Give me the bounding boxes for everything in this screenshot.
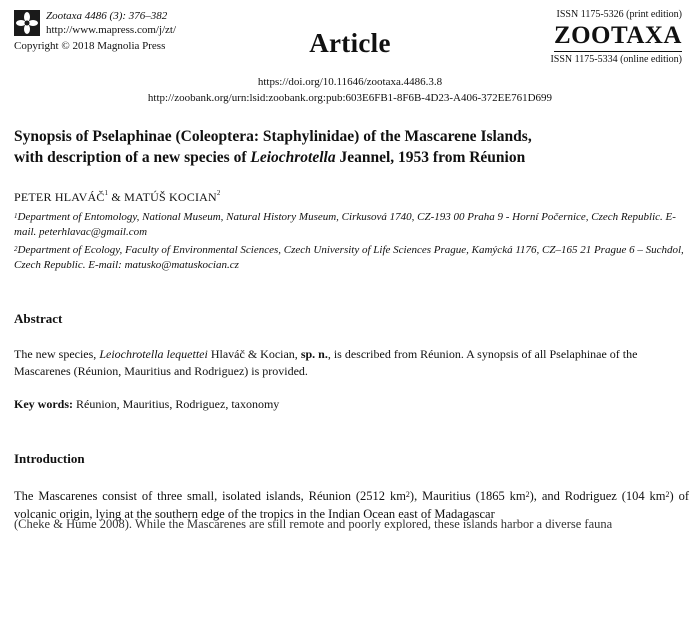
species-name: Leiochrotella lequettei: [99, 347, 208, 361]
copyright: Copyright © 2018 Magnolia Press: [14, 40, 166, 52]
issn-online: ISSN 1175-5334 (online edition): [550, 54, 682, 65]
abstract-heading: Abstract: [14, 311, 63, 326]
title-genus: Leiochrotella: [250, 149, 336, 166]
introduction-cut-line: (Cheke & Hume 2008). While the Mascarenes are still remote and poorly explored, these islands harbor a diverse fauna: [14, 517, 613, 531]
affiliation-1: $^1$Department of Entomology, National Museum, Natural History Museum, Cirkusová 1740, CZ-193 00 Praha 9 - Horní Počernice, Czech Republic. E-mail. peterhlavac@gmail.com: [14, 211, 676, 238]
introduction-heading: Introduction: [14, 451, 85, 466]
article-label: Article: [309, 28, 391, 58]
keywords-label: Key words:: [14, 397, 73, 411]
author-1: PETER HLAVÁČ: [14, 190, 105, 204]
issn-block: [550, 9, 682, 66]
paper-title: [14, 126, 689, 168]
author-2: MATÚŠ KOCIAN: [124, 190, 217, 204]
title-line-1: Synopsis of Pselaphinae (Coleoptera: Staphylinidae) of the Mascarene Islands,: [14, 128, 532, 145]
authors: PETER HLAVÁČ$^1$ & MATÚŠ KOCIAN$^2$: [14, 189, 221, 204]
zoobank-link[interactable]: http://zoobank.org/urn:lsid:zoobank.org:pub:603E6FB1-8F6B-4D23-A406-372EE761D699: [147, 92, 553, 104]
journal-url[interactable]: http://www.mapress.com/j/zt/: [46, 24, 177, 36]
journal-name: ZOOTAXA: [554, 22, 682, 52]
introduction-text: The Mascarenes consist of three small, isolated islands, Réunion (2512 $km^2$), Mauritius (1865 $km^2$), and Rodriguez (104 $km^2$) of volcanic origin, lying at the southern edge of the tropics in the Indian Ocean east of Madagascar: [14, 489, 689, 521]
title-line-2: with description of a new species of Leiochrotella Jeannel, 1953 from Réunion: [14, 149, 526, 166]
affiliation-2: $^2$Department of Ecology, Faculty of Environmental Sciences, Czech University of Life Sciences Prague, Kamýcká 1176, CZ–165 21 Prague 6 – Suchdol, Czech Republic. E-mail: matusko@matuskocian.cz: [14, 244, 684, 271]
doi-link[interactable]: https://doi.org/10.11646/zootaxa.4486.3.8: [257, 76, 443, 88]
issn-print: ISSN 1175-5326 (print edition): [556, 9, 682, 20]
abstract-text: The new species, Leiochrotella lequettei Hlaváč & Kocian, sp. n., is described from Réunion. A synopsis of all Pselaphinae of the Mascarenes (Réunion, Mauritius and Rodriguez) is provided.: [14, 347, 638, 378]
keywords: Key words: Réunion, Mauritius, Rodriguez, taxonomy: [14, 397, 280, 411]
journal-line: Zootaxa 4486 (3): 376–382: [46, 10, 168, 22]
